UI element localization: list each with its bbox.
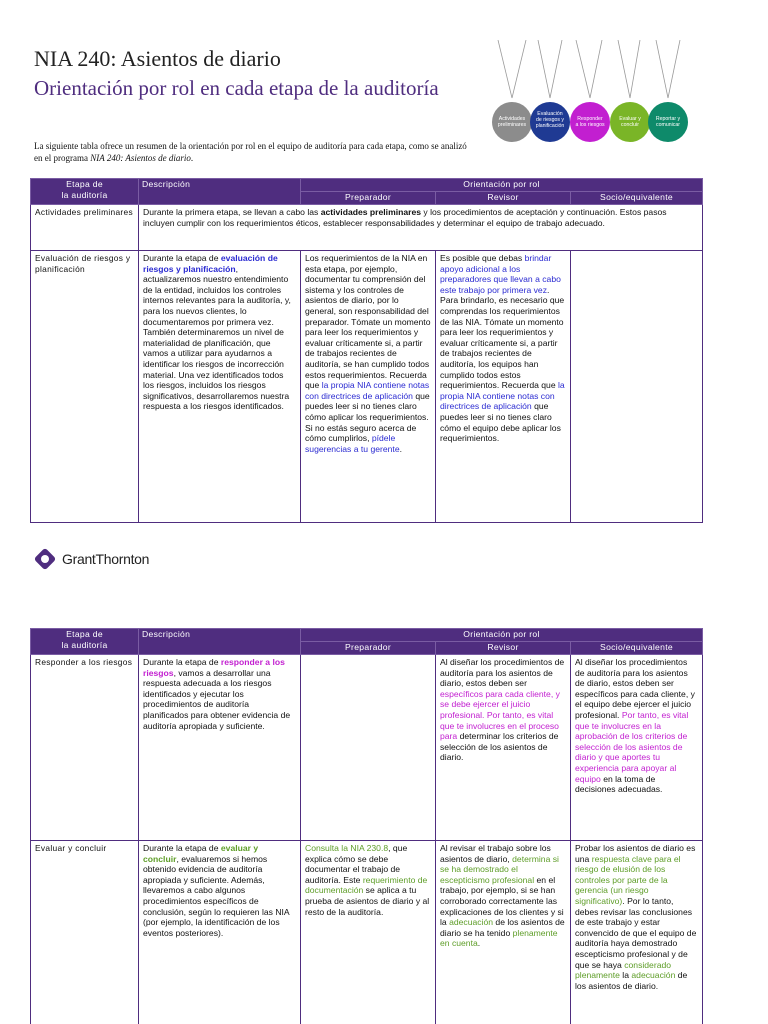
respond-description: Durante la etapa de responder a los riesgos, vamos a desarrollar una respuesta adecuada a los riesgos identificados y ejecutar los procedimientos de auditoría planificados para obtener evidencia de auditoría apropiada y suficiente. <box>139 655 301 841</box>
svg-text:Respondera los riesgos: Responder a los riesgos <box>575 116 605 128</box>
header-reviewer: Revisor <box>436 642 571 655</box>
risk-partner <box>571 251 703 523</box>
respond-preparer <box>301 655 436 841</box>
svg-text:Evaluar yconcluir: Evaluar y concluir <box>619 116 641 128</box>
page-title: NIA 240: Asientos de diario <box>34 46 281 71</box>
intro-text-main: La siguiente tabla ofrece un resumen de la orientación por rol en el equipo de auditoría para cada etapa, como se analizó en el programa <box>34 141 467 163</box>
role-guidance-table-2 <box>30 628 703 1024</box>
svg-text:Actividadespreliminares: Actividades preliminares <box>497 116 527 128</box>
header-reviewer: Revisor <box>436 192 571 205</box>
stage-risk: Evaluación de riesgos y planificación <box>31 251 139 523</box>
table-row <box>31 205 703 251</box>
intro-program: NIA 240: Asientos de diario <box>90 153 191 163</box>
evaluate-description: Durante la etapa de evaluar y concluir, evaluaremos si hemos obtenido evidencia de auditoría apropiada y suficiente. Además, llevaremos a cabo algunos procedimientos específicos de conclusión, según lo requieren las NIA (por ejemplo, la identificación de los eventos posteriores). <box>139 841 301 1024</box>
table-row <box>31 655 703 841</box>
header-partner: Socio/equivalente <box>571 192 703 205</box>
header-preparer: Preparador <box>301 192 436 205</box>
header-stage: Etapa de la auditoría <box>31 179 139 205</box>
header-description: Descripción <box>139 179 301 205</box>
logo-name: GrantThornton <box>62 551 150 567</box>
header-partner: Socio/equivalente <box>571 642 703 655</box>
table-row <box>31 251 703 523</box>
stage-respond: Responder a los riesgos <box>31 655 139 841</box>
evaluate-partner: Probar los asientos de diario es una respuesta clave para el riesgo de elusión de los controles por parte de la gerencia (un riesgo significativo). Por lo tanto, debes revisar las conclusiones de este trabajo y estar convencido de que el equipo de auditoría haya demostrado escepticismo profesional y de que se haya considerado plenamente la adecuación de los asientos de diario. <box>571 841 703 1024</box>
respond-partner: Al diseñar los procedimientos de auditoría para los asientos de diario, estos deben ser específicos para cada cliente, y el equipo debe ejercer el juicio profesional. Por tanto, es vital que te involucres en la aprobación de los criterios de selección de los asientos de diario y que aportes tu experiencia para apoyar al equipo en la toma de decisiones adecuadas. <box>571 655 703 841</box>
header-role-group: Orientación por rol <box>301 629 703 642</box>
intro-text: La siguiente tabla ofrece un resumen de la orientación por rol en el equipo de auditoría para cada etapa, como se analizó en el programa NIA 240: Asientos de diario. <box>34 141 467 163</box>
risk-reviewer: Es posible que debas brindar apoyo adicional a los preparadores que llevan a cabo este trabajo por primera vez. Para brindarlo, es necesario que comprendas los requerimientos de las NIA. Tómate un momento para leer los requerimientos y evaluar críticamente si, a partir de trabajos recientes de auditoría, los equipos han cumplido todos estos requerimientos. Recuerda que la propia NIA contiene notas con directrices de aplicación que puedes leer si no tienes claro cómo el equipo debe aplicar los requerimientos. <box>436 251 571 523</box>
audit-stages-graphic <box>486 40 702 150</box>
respond-reviewer: Al diseñar los procedimientos de auditoría para los asientos de diario, estos deben ser específicos para cada cliente, y se debe ejercer el juicio profesional. Por tanto, es vital que te involucres en el proceso para determinar los criterios de selección de los asientos de diario. <box>436 655 571 841</box>
evaluate-preparer: Consulta la NIA 230.8, que explica cómo se debe documentar el trabajo de auditoría. Este requerimiento de documentación se aplica a tu prueba de asientos de diario y al resto de la auditoría. <box>301 841 436 1024</box>
header-role-group: Orientación por rol <box>301 179 703 192</box>
header-stage: Etapa de la auditoría <box>31 629 139 655</box>
risk-preparer: Los requerimientos de la NIA en esta etapa, por ejemplo, documentar tu comprensión del sistema y los controles de asientos de diario, por lo general, son responsabilidad del preparador. Tómate un momento para leer los requerimientos y evaluar críticamente si, a partir de trabajos recientes de auditoría, se han cumplido todos estos requerimientos. Recuerda que la propia NIA contiene notas con directrices de aplicación que puedes leer si no tienes claro cómo aplicar los requerimientos. Si no estás seguro acerca de cómo cumplirlos, pídele sugerencias a tu gerente. <box>301 251 436 523</box>
grant-thornton-logo <box>34 548 149 570</box>
svg-text:Reportar ycomunicar: Reportar y comunicar <box>655 116 681 128</box>
risk-description: Durante la etapa de evaluación de riesgos y planificación, actualizaremos nuestro entendimiento de la entidad, incluidos los controles internos relevantes para la auditoría, y, para los nuevos clientes, lo documentaremos por primera vez. También determinaremos un nivel de materialidad de planificación, que vamos a utilizar para ayudarnos a identificar los riesgos de incorrección material. Una vez identificados todos los riesgos, incluidos los riesgos significativos, desarrollaremos nuestra respuesta a los riesgos identificados. <box>139 251 301 523</box>
header-preparer: Preparador <box>301 642 436 655</box>
header-description: Descripción <box>139 629 301 655</box>
evaluate-reviewer: Al revisar el trabajo sobre los asientos de diario, determina si se ha demostrado el escepticismo profesional en el trabajo, por ejemplo, si se han corroborado correctamente las explicaciones de los clientes y si la adecuación de los asientos de diario se ha tenido plenamente en cuenta. <box>436 841 571 1024</box>
prelim-description: Durante la primera etapa, se llevan a cabo las actividades preliminares y los procedimientos de aceptación y continuación. Estos pasos incluyen cumplir con los requerimientos éticos, establecer responsabilidades y determinar el equipo de trabajo adecuado. <box>139 205 703 251</box>
table-row <box>31 841 703 1024</box>
svg-text:Evaluaciónde riesgos yplanific: Evaluación de riesgos y planificación <box>535 111 565 129</box>
stage-preliminary: Actividades preliminares <box>31 205 139 251</box>
logo-icon <box>34 548 56 570</box>
page-subtitle: Orientación por rol en cada etapa de la auditoría <box>34 76 439 100</box>
stage-evaluate: Evaluar y concluir <box>31 841 139 1024</box>
role-guidance-table-1 <box>30 178 703 523</box>
